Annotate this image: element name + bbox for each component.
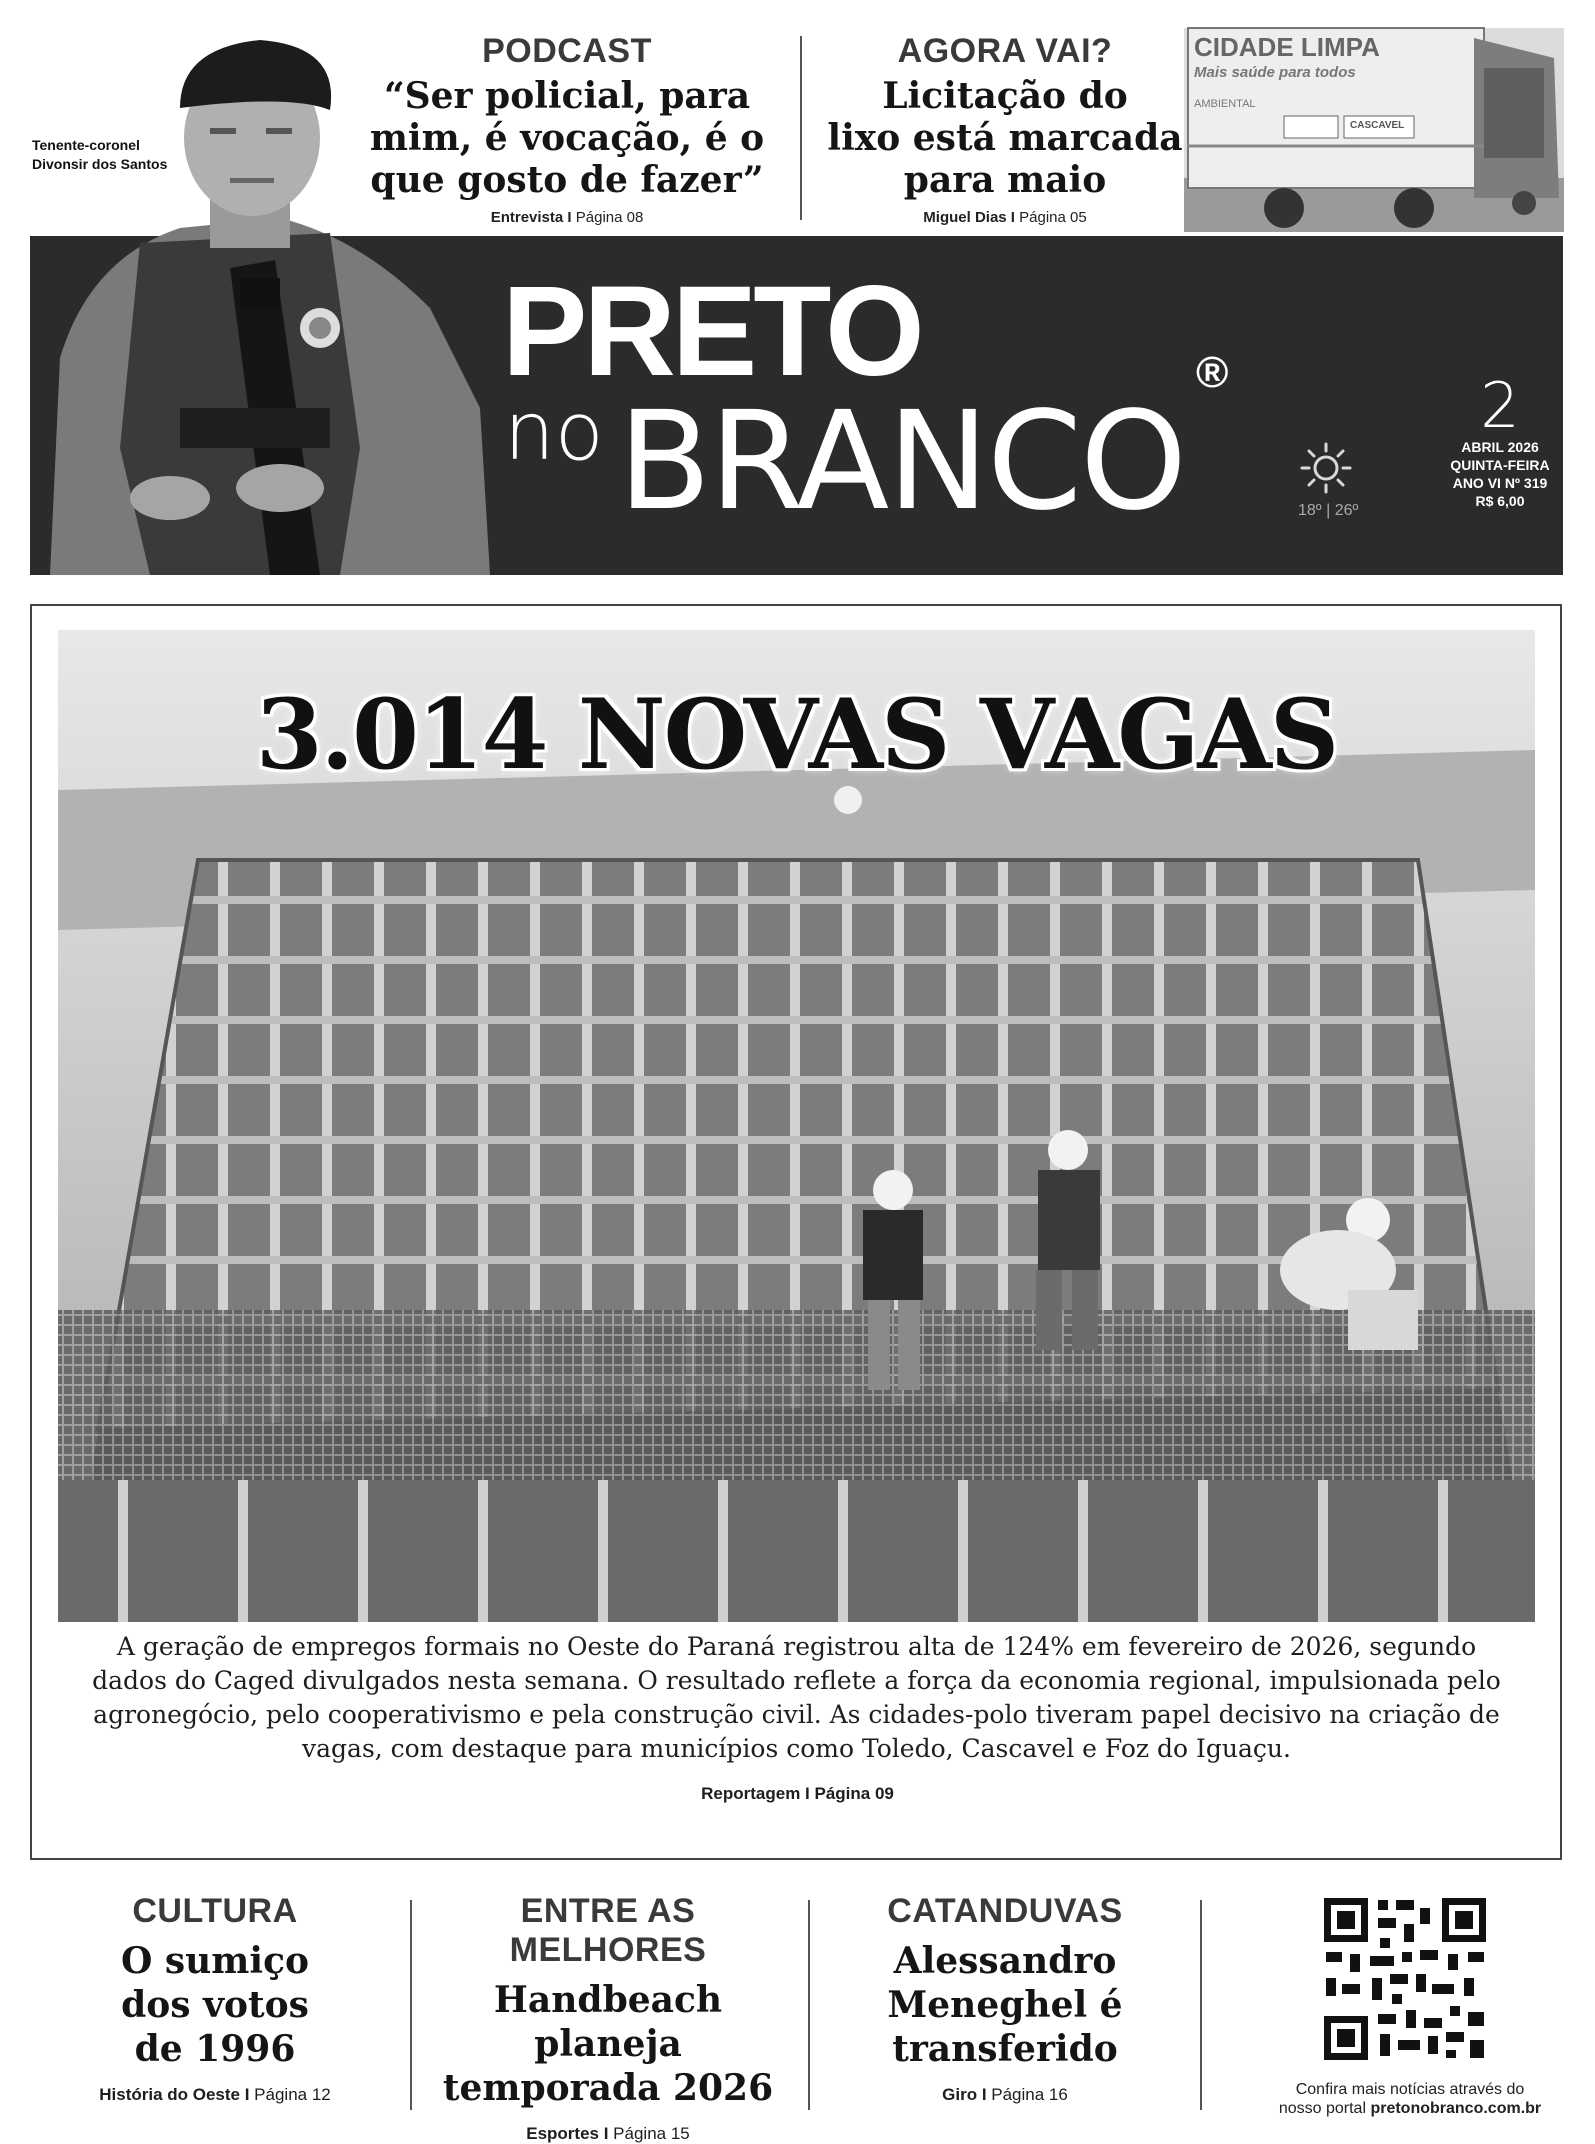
body-line: dados do Caged divulgados nesta semana. O resultado reflete a força da economia regional, impulsionada pelo (92, 1666, 1501, 1695)
credit-separator: I (563, 209, 576, 226)
body-line: A geração de empregos formais no Oeste do Paraná registrou alta de 124% em fevereiro de 2026, segundo (116, 1632, 1477, 1661)
caption-line: Divonsir dos Santos (32, 156, 168, 172)
logo-no: no (504, 385, 604, 478)
headline-line: temporada 2026 (442, 2067, 774, 2109)
credit-section: Entrevista (490, 209, 564, 226)
edition-day: 2 (1480, 369, 1520, 442)
teaser-credit (820, 2085, 1190, 2105)
credit-section: História do Oeste (99, 2085, 240, 2104)
lead-credit[interactable]: Reportagem I Página 09 (701, 1784, 894, 1803)
truck-text-cidade-limpa: CIDADE LIMPA (1194, 32, 1380, 62)
teaser-kicker: CULTURA (132, 1892, 298, 1930)
credit-page: Página 08 (575, 209, 644, 226)
qr-portal-text (1240, 2080, 1580, 2118)
photo-caption (32, 136, 167, 174)
headline-line: Meneghel é (887, 1984, 1123, 2026)
headline-line: Alessandro (893, 1940, 1117, 1982)
logo-branco[interactable]: BRANCO (618, 383, 1186, 541)
caption-line: Tenente-coronel (32, 137, 140, 153)
teaser-entre-as-melhores[interactable] (418, 1892, 798, 2144)
garbage-truck-photo[interactable] (1184, 28, 1564, 232)
credit-page: Página 05 (1019, 209, 1087, 226)
officer-photo[interactable] (30, 28, 490, 575)
credit-separator: I (240, 2085, 255, 2104)
edition-number: ANO VI Nº 319 (1452, 475, 1548, 491)
teaser-kicker: PODCAST (482, 32, 652, 70)
lead-body (60, 1630, 1533, 1766)
qr-text-line: Confira mais notícias através do (1295, 2081, 1525, 2098)
qr-text-line (1240, 2099, 1580, 2118)
credit-section: Miguel Dias (923, 209, 1007, 226)
headline-line: planeja (534, 2023, 682, 2065)
bottom-divider (410, 1900, 412, 2110)
credit-separator: I (1006, 209, 1020, 226)
teaser-headline[interactable] (418, 1978, 798, 2110)
teaser-catanduvas[interactable] (820, 1892, 1190, 2105)
teaser-kicker: AGORA VAI? (897, 32, 1113, 70)
teaser-kicker: ENTRE AS MELHORES (509, 1892, 707, 1969)
temperature-range: 18º | 26º (1298, 502, 1359, 519)
teaser-cultura[interactable] (40, 1892, 390, 2105)
teaser-headline[interactable] (40, 1939, 390, 2071)
teaser-credit (40, 2085, 390, 2105)
portal-link[interactable]: pretonobranco.com.br (1370, 2100, 1542, 2117)
teaser-headline[interactable] (820, 1939, 1190, 2071)
edition-month-year: ABRIL 2026 (1461, 439, 1539, 455)
credit-page: Página 12 (254, 2085, 331, 2104)
teaser-credit (418, 2124, 798, 2144)
headline-line: O sumiço (120, 1940, 310, 1982)
headline-line: lixo está marcada (827, 117, 1183, 159)
teaser-headline[interactable] (810, 75, 1200, 201)
headline-line: para maio (903, 159, 1107, 201)
lead-photo[interactable] (58, 630, 1535, 1622)
officer-illustration (30, 28, 490, 575)
credit-section: Giro (942, 2085, 978, 2104)
bottom-divider (1200, 1900, 1202, 2110)
truck-text-ambiental: AMBIENTAL (1194, 98, 1256, 110)
truck-text-slogan: Mais saúde para todos (1194, 64, 1356, 81)
headline-line: de 1996 (134, 2028, 296, 2070)
headline-line: dos votos (121, 1984, 309, 2026)
credit-page: Página 16 (991, 2085, 1068, 2104)
credit-separator: I (977, 2085, 992, 2104)
weather-block (1300, 442, 1352, 499)
lead-headline[interactable]: 3.014 NOVAS VAGAS (255, 678, 1338, 791)
headline-line: transferido (892, 2028, 1118, 2070)
headline-line: que gosto de fazer” (370, 159, 764, 201)
edition-weekday: QUINTA-FEIRA (1450, 457, 1550, 473)
headline-line: Handbeach (493, 1979, 723, 2021)
headline-line: “Ser policial, para (383, 75, 751, 117)
teaser-credit (810, 209, 1200, 226)
body-line: agronegócio, pelo cooperativismo e pela construção civil. As cidades-polo tiveram papel decisivo na criação de (93, 1700, 1500, 1729)
edition-price: R$ 6,00 (1475, 493, 1525, 509)
headline-line: mim, é vocação, é o (369, 117, 765, 159)
headline-line: Licitação do (882, 75, 1128, 117)
truck-text-cascavel: CASCAVEL (1350, 120, 1405, 131)
teaser-kicker: CATANDUVAS (887, 1892, 1123, 1930)
qr-code-graphic (1320, 1894, 1490, 2064)
teaser-divider (800, 36, 802, 220)
edition-date-block (1430, 369, 1570, 510)
credit-section: Esportes (526, 2124, 599, 2143)
bottom-divider (808, 1900, 810, 2110)
logo-preto[interactable]: PRETO (502, 260, 921, 403)
registered-mark: ® (1196, 348, 1229, 397)
credit-separator: I (599, 2124, 614, 2143)
qr-code-icon[interactable] (1320, 1894, 1490, 2064)
credit-page: Página 15 (613, 2124, 690, 2143)
qr-text-prefix: nosso portal (1278, 2100, 1371, 2117)
sun-icon (1300, 442, 1352, 494)
body-line: vagas, com destaque para municípios como Toledo, Cascavel e Foz do Iguaçu. (302, 1734, 1291, 1763)
teaser-agora-vai[interactable] (810, 32, 1200, 226)
